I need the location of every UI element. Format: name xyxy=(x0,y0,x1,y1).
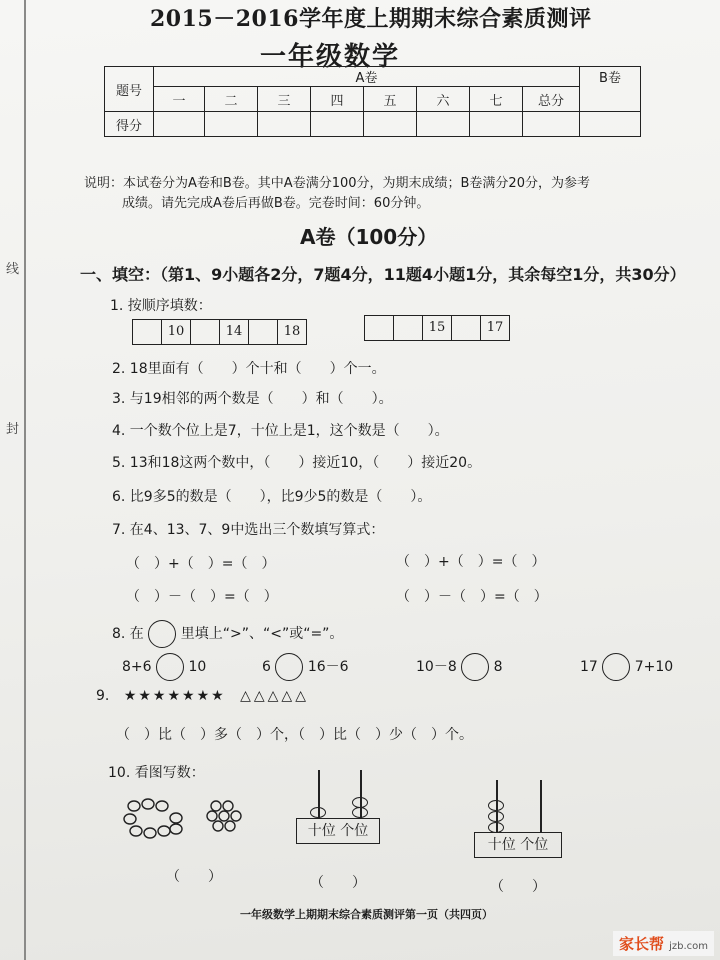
abacus-rod-ones xyxy=(540,780,542,832)
section-b-header: B卷 xyxy=(580,67,641,112)
abacus-label-ones: 个位 xyxy=(340,823,369,839)
q1-sequence-box-1 xyxy=(132,319,307,345)
col-total: 总分 xyxy=(523,87,580,112)
row-label-score: 得分 xyxy=(105,112,154,137)
watermark-brand: 家长帮 xyxy=(618,935,664,953)
seq-cell[interactable] xyxy=(394,316,423,340)
section-a-title: A卷（100分） xyxy=(300,225,438,249)
q7-equation-add-1: （ ）+（ ）=（ ） xyxy=(126,556,276,572)
score-cell[interactable] xyxy=(258,112,311,137)
q7-text: 7. 在4、13、7、9中选出三个数填写算式： xyxy=(112,522,385,538)
loose-sticks-icon xyxy=(204,798,244,832)
col-1: 一 xyxy=(154,87,205,112)
abacus-bead-icon xyxy=(488,811,504,822)
col-7: 七 xyxy=(470,87,523,112)
q8-right: 16－6 xyxy=(307,659,349,675)
score-table xyxy=(104,66,641,137)
score-cell[interactable] xyxy=(580,112,641,137)
q8-left: 17 xyxy=(580,659,598,675)
seq-cell: 17 xyxy=(486,320,504,335)
compare-circle-icon xyxy=(148,620,176,648)
seq-cell[interactable] xyxy=(191,320,220,344)
q10-answer-2[interactable]: （ ） xyxy=(310,875,366,891)
side-char-line: 线 xyxy=(6,262,20,277)
seq-cell[interactable] xyxy=(452,316,481,340)
seq-cell[interactable] xyxy=(249,320,278,344)
q4-text: 4. 一个数个位上是7，十位上是1，这个数是（ ）。 xyxy=(112,423,449,439)
compare-circle-icon[interactable] xyxy=(602,653,630,681)
q5-text: 5. 13和18这两个数中，（ ）接近10，（ ）接近20。 xyxy=(112,455,482,471)
q7-equation-sub-1: （ ）－（ ）=（ ） xyxy=(126,589,278,605)
q9-row xyxy=(96,688,309,704)
col-6: 六 xyxy=(417,87,470,112)
side-char-seal: 封 xyxy=(6,422,20,437)
q7-equation-sub-2: （ ）－（ ）=（ ） xyxy=(396,589,548,605)
note-line-1: 说明：本试卷分为A卷和B卷。其中A卷满分100分，为期末成绩；B卷满分20分，为参考 xyxy=(84,176,590,191)
abacus-bead-icon xyxy=(488,800,504,811)
q2-text: 2. 18里面有（ ）个十和（ ）个一。 xyxy=(112,361,386,377)
subject-title: 一年级数学 xyxy=(260,42,401,72)
abacus-label-tens: 十位 xyxy=(487,837,516,853)
q3-text: 3. 与19相邻的两个数是（ ）和（ ）。 xyxy=(112,391,393,407)
col-4: 四 xyxy=(311,87,364,112)
seq-cell: 15 xyxy=(423,316,452,340)
seq-cell: 10 xyxy=(162,320,191,344)
seq-cell[interactable] xyxy=(365,316,394,340)
binding-margin-line xyxy=(24,0,26,960)
stick-bundle-icon xyxy=(120,796,190,844)
q1-text: 1. 按顺序填数： xyxy=(110,298,212,314)
q8-left: 10－8 xyxy=(416,659,457,675)
q8-item-1 xyxy=(122,653,206,681)
q8-text-pre: 8. 在 xyxy=(112,626,144,642)
watermark-logo xyxy=(613,931,714,956)
q8-left: 8+6 xyxy=(122,659,152,675)
seq-cell[interactable] xyxy=(133,320,162,344)
q10-answer-1[interactable]: （ ） xyxy=(166,869,222,885)
col-2: 二 xyxy=(205,87,258,112)
q8-right: 10 xyxy=(188,659,207,675)
row-label-question-no: 题号 xyxy=(105,67,154,112)
watermark-url: jzb.com xyxy=(669,941,708,952)
abacus-label-ones: 个位 xyxy=(520,837,549,853)
q8-text xyxy=(112,620,343,648)
star-icons: ★★★★★★★ xyxy=(123,688,226,704)
score-cell[interactable] xyxy=(154,112,205,137)
q8-item-3 xyxy=(416,653,503,681)
abacus-bead-icon xyxy=(310,807,326,818)
q8-right: 8 xyxy=(493,659,503,675)
triangle-icons: △△△△△ xyxy=(240,688,309,704)
note-line-2: 成绩。请先完成A卷后再做B卷。完卷时间：60分钟。 xyxy=(122,196,430,211)
abacus-frame-2 xyxy=(474,832,562,858)
compare-circle-icon[interactable] xyxy=(275,653,303,681)
compare-circle-icon[interactable] xyxy=(461,653,489,681)
section-a-header: A卷 xyxy=(154,67,580,87)
q8-item-2 xyxy=(262,653,349,681)
q6-text: 6. 比9多5的数是（ ），比9少5的数是（ ）。 xyxy=(112,489,432,505)
exam-title: 2015－2016学年度上期期末综合素质测评 xyxy=(150,6,592,32)
compare-circle-icon[interactable] xyxy=(156,653,184,681)
score-cell[interactable] xyxy=(311,112,364,137)
page-footer: 一年级数学上期期末综合素质测评第一页（共四页） xyxy=(240,908,493,921)
score-cell[interactable] xyxy=(470,112,523,137)
score-cell[interactable] xyxy=(364,112,417,137)
q10-text: 10. 看图写数： xyxy=(108,765,205,781)
part1-heading: 一、填空：（第1、9小题各2分，7题4分，11题4小题1分，其余每空1分，共30分） xyxy=(80,265,686,284)
q8-item-4 xyxy=(580,653,673,681)
col-3: 三 xyxy=(258,87,311,112)
seq-cell: 18 xyxy=(283,324,301,339)
abacus-frame-1 xyxy=(296,818,380,844)
q8-text-post: 里填上“>”、“<”或“=”。 xyxy=(180,626,344,642)
q1-sequence-box-2 xyxy=(364,315,510,341)
q9-label: 9. xyxy=(96,688,110,704)
score-cell[interactable] xyxy=(417,112,470,137)
q7-equation-add-2: （ ）+（ ）=（ ） xyxy=(396,554,546,570)
abacus-bead-icon xyxy=(352,807,368,818)
q8-left: 6 xyxy=(262,659,271,675)
col-5: 五 xyxy=(364,87,417,112)
q9-sentence: （ ）比（ ）多（ ）个，（ ）比（ ）少（ ）个。 xyxy=(116,727,473,743)
score-cell[interactable] xyxy=(205,112,258,137)
score-cell[interactable] xyxy=(523,112,580,137)
q8-right: 7+10 xyxy=(634,659,674,675)
abacus-label-tens: 十位 xyxy=(307,823,336,839)
q10-answer-3[interactable]: （ ） xyxy=(490,879,546,895)
seq-cell: 14 xyxy=(220,320,249,344)
